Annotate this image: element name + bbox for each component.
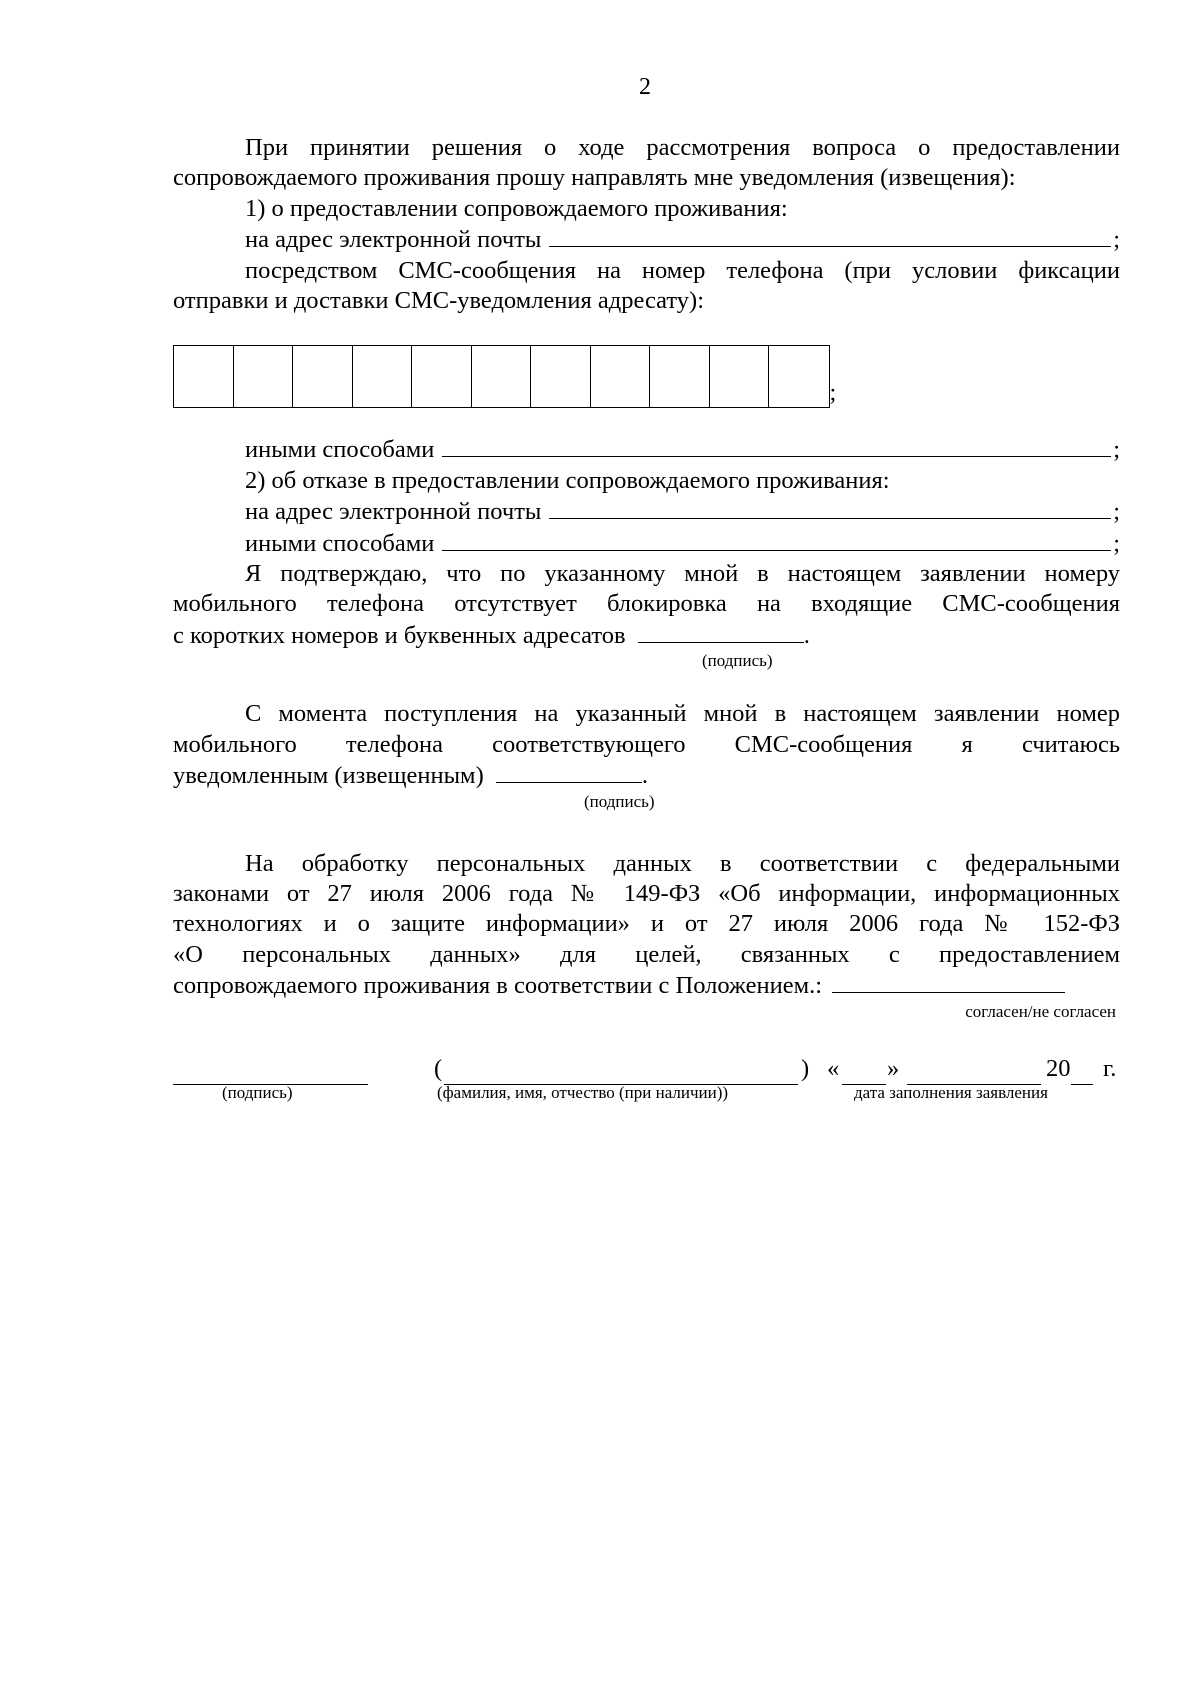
application-form — [173, 133, 1120, 1106]
consent-line5: сопровождаемого проживания в соответствии с Положением.: — [173, 972, 823, 1000]
phone-digit-cell[interactable] — [472, 346, 532, 407]
item1-other-row — [173, 434, 1120, 465]
period: . — [641, 762, 648, 790]
notice-signature-caption: (подпись) — [584, 791, 655, 811]
item1-heading: 1) о предоставлении сопровождаемого проживания: — [245, 194, 788, 222]
quote-close: » — [887, 1054, 900, 1082]
phone-digit-cell[interactable] — [353, 346, 413, 407]
phone-number-grid — [173, 345, 830, 408]
notice-line3-row — [173, 760, 1120, 791]
phone-digit-cell[interactable] — [174, 346, 234, 407]
item1-sms-line1: посредством СМС-сообщения на номер телефона (при условии фиксации — [245, 256, 1120, 284]
semicolon: ; — [1113, 226, 1120, 254]
consent-line5-row — [173, 970, 1120, 1001]
item1-sms-line2: отправки и доставки СМС-уведомления адресату): — [173, 287, 705, 315]
item1-other-label: иными способами — [245, 436, 435, 464]
phone-digit-cell[interactable] — [234, 346, 294, 407]
item1-email-field[interactable] — [549, 224, 1111, 247]
phone-digit-cell[interactable] — [412, 346, 472, 407]
item1-email-row — [173, 224, 1120, 255]
full-name-caption: (фамилия, имя, отчество (при наличии)) — [437, 1082, 729, 1102]
confirm-line3: с коротких номеров и буквенных адресатов — [173, 621, 626, 649]
full-name-field[interactable] — [444, 1062, 798, 1085]
item1-other-field[interactable] — [442, 434, 1111, 457]
consent-line1: На обработку персональных данных в соответствии с федеральными — [245, 849, 1120, 877]
item2-email-row — [173, 496, 1120, 527]
consent-line3: технологиях и о защите информации» и от 27 июля 2006 года № 152-ФЗ — [173, 910, 1120, 938]
item2-email-label: на адрес электронной почты — [245, 498, 542, 526]
item1-email-label: на адрес электронной почты — [245, 226, 542, 254]
signature-row — [173, 1054, 1120, 1106]
confirm-line1: Я подтверждаю, что по указанному мной в настоящем заявлении номеру — [245, 560, 1120, 588]
signature-caption: (подпись) — [222, 1082, 293, 1102]
semicolon: ; — [1113, 529, 1120, 557]
item2-heading-row — [173, 466, 1120, 496]
consent-line4: «О персональных данных» для целей, связанных с предоставлением — [173, 940, 1120, 968]
year-field[interactable] — [1071, 1062, 1093, 1085]
consent-line2: законами от 27 июля 2006 года № 149-ФЗ «Об информации, информационных — [173, 879, 1120, 907]
phone-number-block — [173, 345, 1120, 408]
semicolon: ; — [1113, 498, 1120, 526]
confirm-signature-field[interactable] — [638, 620, 804, 643]
item2-other-row — [173, 528, 1120, 559]
phone-digit-cell[interactable] — [531, 346, 591, 407]
confirm-line2: мобильного телефона отсутствует блокировка на входящие СМС-сообщения — [173, 590, 1120, 618]
day-field[interactable] — [842, 1062, 886, 1085]
period: . — [803, 621, 810, 649]
signature-field[interactable] — [173, 1062, 368, 1085]
semicolon: ; — [1113, 436, 1120, 464]
phone-digit-cell[interactable] — [591, 346, 651, 407]
phone-digit-cell[interactable] — [710, 346, 770, 407]
confirm-signature-caption: (подпись) — [702, 651, 773, 671]
consent-caption: согласен/не согласен — [965, 1001, 1116, 1021]
phone-digit-cell[interactable] — [650, 346, 710, 407]
phone-digit-cell[interactable] — [293, 346, 353, 407]
open-paren: ( — [434, 1054, 443, 1082]
semicolon: ; — [829, 379, 837, 407]
date-caption: дата заполнения заявления — [854, 1082, 1048, 1102]
notice-line3: уведомленным (извещенным) — [173, 762, 484, 790]
year-suffix: г. — [1103, 1054, 1117, 1082]
quote-open: « — [827, 1054, 840, 1082]
item2-email-field[interactable] — [549, 496, 1111, 519]
month-field[interactable] — [907, 1062, 1041, 1085]
intro-paragraph: При принятии решения о ходе рассмотрения вопроса о предоставлении сопровождаемого проживания прошу направлять мне уведомления (извещения): — [173, 134, 1120, 192]
year-prefix: 20 — [1046, 1054, 1071, 1082]
close-paren: ) — [801, 1054, 810, 1082]
consent-answer-field[interactable] — [832, 970, 1065, 993]
notice-line1: С момента поступления на указанный мной в настоящем заявлении номер — [245, 700, 1120, 728]
item2-other-label: иными способами — [245, 529, 435, 557]
item2-heading: 2) об отказе в предоставлении сопровождаемого проживания: — [245, 466, 890, 494]
item1-heading-row — [173, 194, 1120, 224]
notice-signature-field[interactable] — [496, 760, 642, 783]
confirm-line3-row — [173, 620, 1120, 651]
page-number: 2 — [639, 74, 651, 100]
notice-line2: мобильного телефона соответствующего СМС-сообщения я считаюсь — [173, 730, 1120, 758]
phone-digit-cell[interactable] — [769, 346, 829, 407]
item2-other-field[interactable] — [442, 528, 1111, 551]
